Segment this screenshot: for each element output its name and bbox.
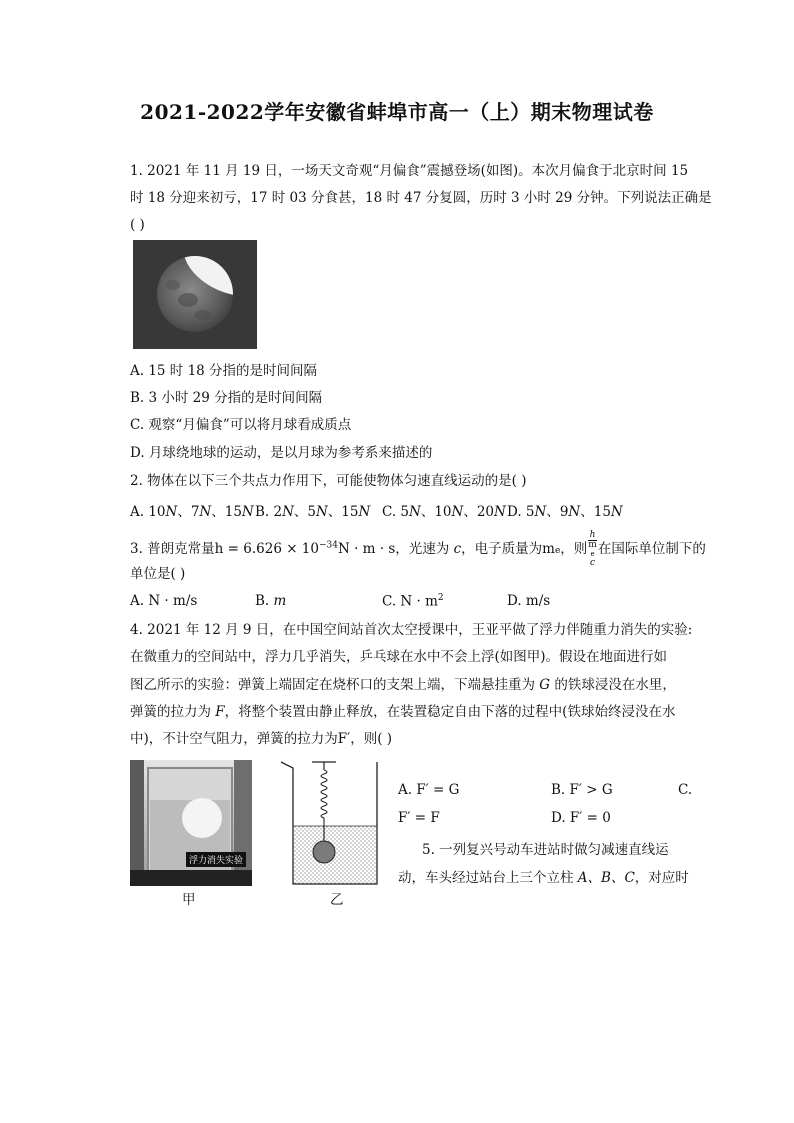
q1-stem-line-1: 1. 2021 年 11 月 19 日，一场天文奇观“月偏食”震撼登场(如图)。本次月偏食于北京时间 15 [130, 163, 689, 179]
q3-stem-line-1: 3. 普朗克常量$h = 6.626 \times 10^{-34}N \cdot m \cdot s$，光速为 c，电子质量为me，则 h m e c 在国际单位制下的 [130, 530, 706, 568]
q3-option-b: B. m [255, 593, 287, 609]
q4-option-b: B. F′ > G [551, 782, 613, 798]
q4-option-c-value: F′ = F [398, 810, 440, 826]
q3-option-a: A. N · m/s [130, 593, 198, 609]
q4-option-d: D. F′ = 0 [551, 810, 611, 826]
figure-b-caption: 乙 [330, 892, 344, 908]
q4-stem-line-2: 在微重力的空间站中，浮力几乎消失，乒乓球在水中不会上浮(如图甲)。假设在地面进行如 [130, 649, 668, 665]
q2-stem: 2. 物体在以下三个共点力作用下，可能使物体匀速直线运动的是( ) [130, 473, 527, 489]
q1-option-d: D. 月球绕地球的运动，是以月球为参考系来描述的 [130, 445, 433, 461]
q2-option-c: C. 5N、10N、20N [382, 504, 506, 520]
q2-option-b: B. 2N、5N、15N [255, 504, 371, 520]
q1-option-b: B. 3 小时 29 分指的是时间间隔 [130, 390, 323, 406]
q4-stem-line-1: 4. 2021 年 12 月 9 日，在中国空间站首次太空授课中，王亚平做了浮力伴随重力消失的实验: [130, 622, 693, 638]
q4-option-c-label: C. [678, 782, 693, 798]
q2-option-a: A. 10N、7N、15N [130, 504, 254, 520]
photo-caption-label: 浮力消失实验 [186, 852, 246, 867]
page-title: 2021-2022学年安徽省蚌埠市高一（上）期末物理试卷 [140, 100, 654, 124]
beaker-spring-diagram [278, 758, 384, 888]
figure-a-caption: 甲 [182, 892, 196, 908]
q3-stem-line-2: 单位是( ) [130, 566, 186, 582]
q3-option-d: D. m/s [507, 593, 551, 609]
h-over-mc-fraction: h m e c [588, 530, 597, 568]
q4-option-a: A. F′ = G [398, 782, 460, 798]
q2-option-d: D. 5N、9N、15N [507, 504, 623, 520]
q1-option-c: C. 观察“月偏食”可以将月球看成质点 [130, 417, 352, 433]
lunar-eclipse-photo [133, 240, 257, 349]
q1-option-a: A. 15 时 18 分指的是时间间隔 [130, 363, 318, 379]
q3-option-c: C. $N \cdot m^2$ [382, 593, 444, 610]
q1-stem-line-3: ( ) [130, 217, 145, 233]
q5-stem-line-1: 5. 一列复兴号动车进站时做匀减速直线运 [422, 842, 669, 858]
floating-ball-photo [130, 760, 252, 886]
q4-stem-line-5: 中)，不计空气阻力，弹簧的拉力为F′，则( ) [130, 731, 393, 747]
q4-stem-line-4: 弹簧的拉力为 F，将整个装置由静止释放，在装置稳定自由下落的过程中(铁球始终浸没在水 [130, 704, 676, 720]
q5-stem-line-2: 动，车头经过站台上三个立柱 A、B、C，对应时 [398, 870, 689, 886]
q4-stem-line-3: 图乙所示的实验：弹簧上端固定在烧杯口的支架上端，下端悬挂重为 G 的铁球浸没在水里， [130, 677, 676, 693]
q1-stem-line-2: 时 18 分迎来初亏，17 时 03 分食甚，18 时 47 分复圆，历时 3 小时 29 分钟。下列说法正确是 [130, 190, 712, 206]
